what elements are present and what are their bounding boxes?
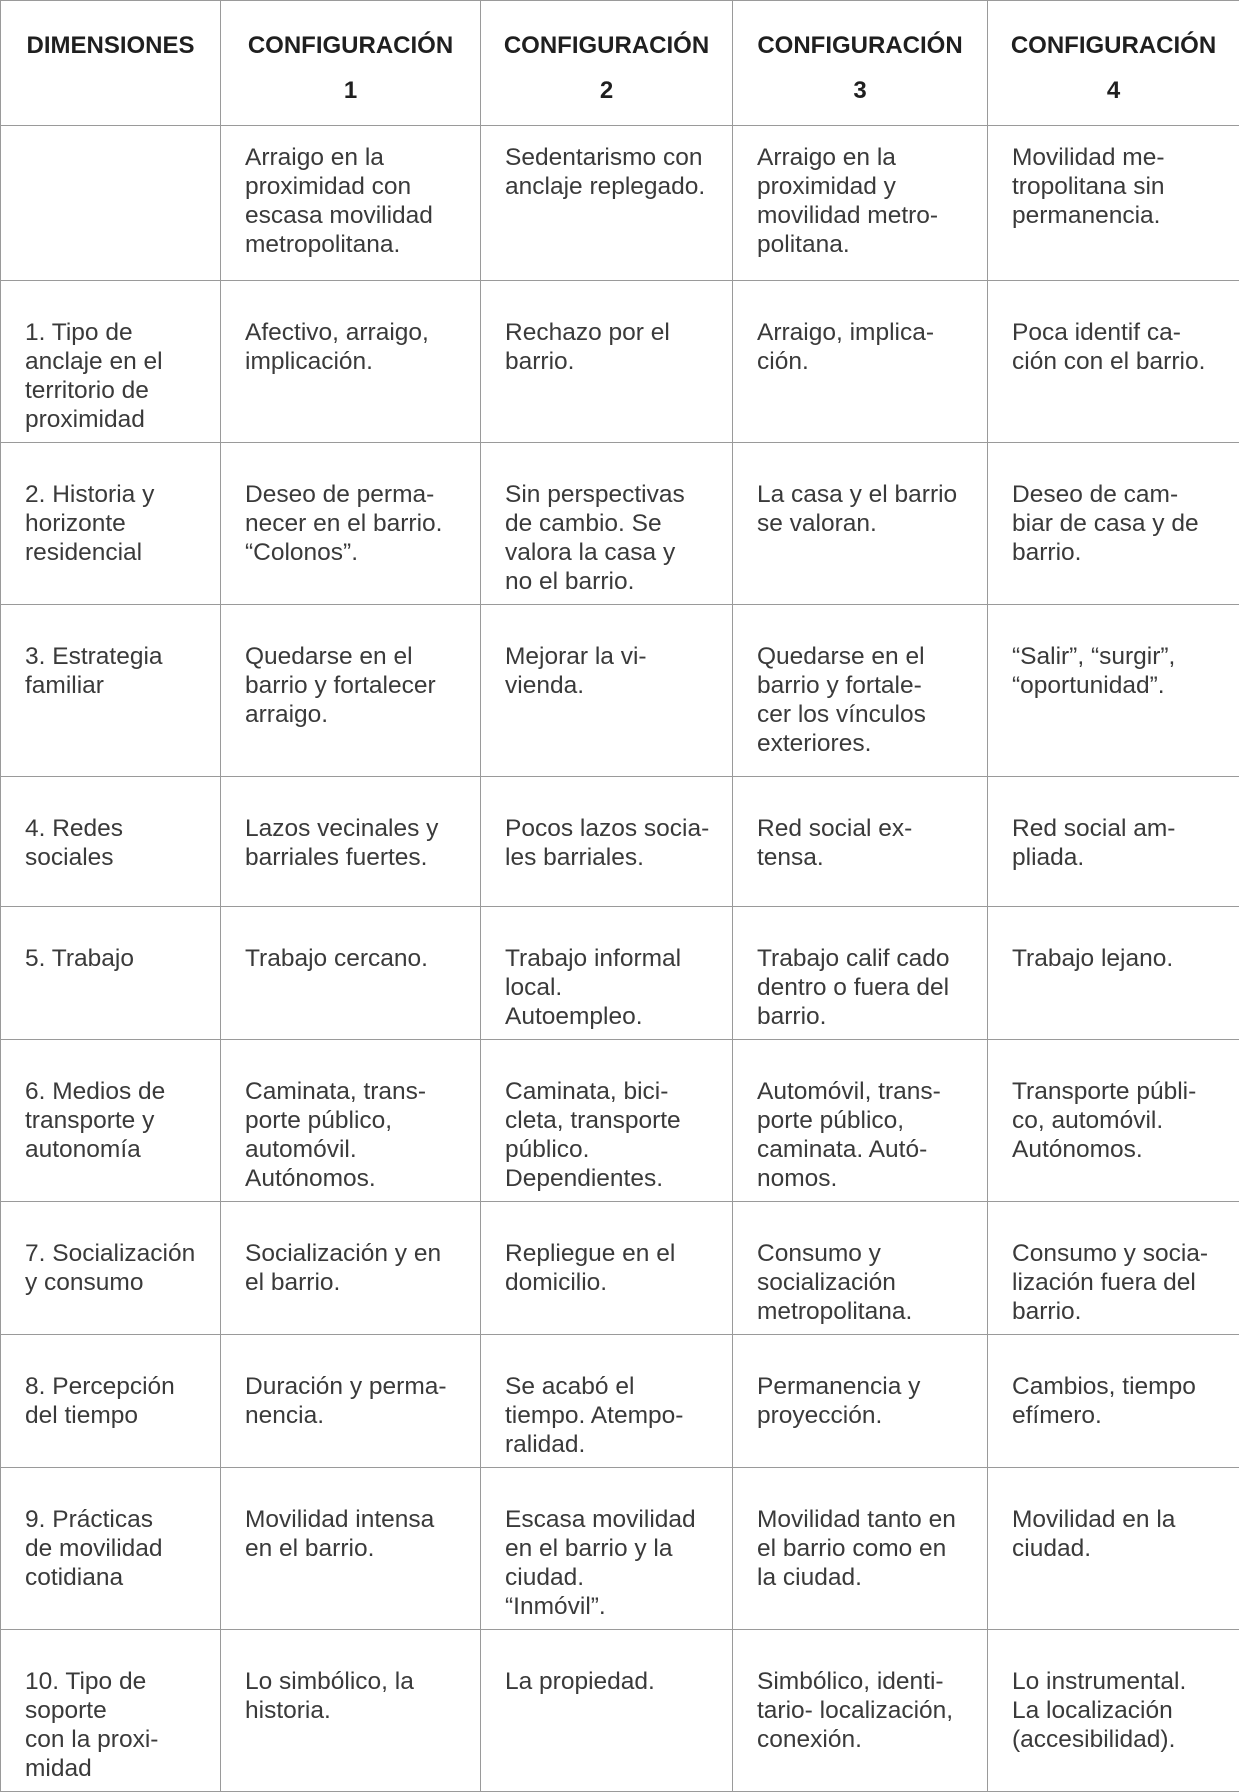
config-description: Arraigo en la proximidad y movilidad metro- politana. — [733, 126, 988, 281]
table-cell: Movilidad intensa en el barrio. — [221, 1468, 481, 1630]
table-row — [1, 443, 1239, 605]
table-cell: Arraigo, implica- ción. — [733, 281, 988, 443]
table-cell: Consumo y socia- lización fuera del barrio. — [988, 1202, 1239, 1335]
table-cell: Lazos vecinales y barriales fuertes. — [221, 777, 481, 907]
table-cell: Transporte públi- co, automóvil. Autónomos. — [988, 1040, 1239, 1202]
table-row — [1, 1040, 1239, 1202]
table-row — [1, 605, 1239, 777]
table-cell: Caminata, trans- porte público, automóvil. Autónomos. — [221, 1040, 481, 1202]
config-description: Movilidad me- tropolitana sin permanencia. — [988, 126, 1239, 281]
dimension-cell: 10. Tipo de soporte con la proxi- midad — [1, 1630, 221, 1792]
config-description: Sedentarismo con anclaje replegado. — [481, 126, 733, 281]
table-row — [1, 1630, 1239, 1792]
table-cell: Trabajo calif cado dentro o fuera del barrio. — [733, 907, 988, 1040]
config-description: Arraigo en la proximidad con escasa movilidad metropolitana. — [221, 126, 481, 281]
table-cell: Mejorar la vi- vienda. — [481, 605, 733, 777]
dimensions-label: DIMENSIONES — [26, 32, 194, 59]
table-cell: Movilidad tanto en el barrio como en la ciudad. — [733, 1468, 988, 1630]
dimension-cell: 7. Socialización y consumo — [1, 1202, 221, 1335]
table-cell: Trabajo informal local. Autoempleo. — [481, 907, 733, 1040]
table-cell: Simbólico, identi- tario- localización, conexión. — [733, 1630, 988, 1792]
header-row — [1, 1, 1239, 126]
dimension-cell: 4. Redes sociales — [1, 777, 221, 907]
config-label: CONFIGURACIÓN — [248, 32, 453, 59]
table-cell: Repliegue en el domicilio. — [481, 1202, 733, 1335]
table-row — [1, 777, 1239, 907]
config-number: 3 — [739, 68, 981, 113]
table-cell: Trabajo lejano. — [988, 907, 1239, 1040]
dimension-cell: 8. Percepción del tiempo — [1, 1335, 221, 1468]
table-cell: Afectivo, arraigo, implicación. — [221, 281, 481, 443]
table-cell: “Salir”, “surgir”, “oportunidad”. — [988, 605, 1239, 777]
table-cell: Cambios, tiempo efímero. — [988, 1335, 1239, 1468]
header-config-2 — [481, 1, 733, 126]
table-cell: Deseo de cam- biar de casa y de barrio. — [988, 443, 1239, 605]
table-cell: La propiedad. — [481, 1630, 733, 1792]
table-row — [1, 1202, 1239, 1335]
config-number: 2 — [487, 68, 726, 113]
table-cell: Red social am- pliada. — [988, 777, 1239, 907]
table-cell: Deseo de perma- necer en el barrio. “Colonos”. — [221, 443, 481, 605]
table-cell: Red social ex- tensa. — [733, 777, 988, 907]
dimension-cell: 1. Tipo de anclaje en el territorio de proximidad — [1, 281, 221, 443]
table-cell: Lo simbólico, la historia. — [221, 1630, 481, 1792]
table-cell: Sin perspectivas de cambio. Se valora la casa y no el barrio. — [481, 443, 733, 605]
table-cell: Quedarse en el barrio y fortale- cer los vínculos exteriores. — [733, 605, 988, 777]
header-config-4 — [988, 1, 1239, 126]
table-cell: Pocos lazos socia- les barriales. — [481, 777, 733, 907]
table-cell: Rechazo por el barrio. — [481, 281, 733, 443]
config-label: CONFIGURACIÓN — [1011, 32, 1216, 59]
table-cell: Permanencia y proyección. — [733, 1335, 988, 1468]
dimension-cell: 9. Prácticas de movilidad cotidiana — [1, 1468, 221, 1630]
table-cell: Duración y perma- nencia. — [221, 1335, 481, 1468]
table-cell: Socialización y en el barrio. — [221, 1202, 481, 1335]
table-cell: Movilidad en la ciudad. — [988, 1468, 1239, 1630]
header-dimensions — [1, 1, 221, 126]
table-cell: La casa y el barrio se valoran. — [733, 443, 988, 605]
header-config-1 — [221, 1, 481, 126]
table-cell: Consumo y socialización metropolitana. — [733, 1202, 988, 1335]
config-number: 4 — [994, 68, 1233, 113]
table-cell: Caminata, bici- cleta, transporte público. Dependientes. — [481, 1040, 733, 1202]
table-cell: Trabajo cercano. — [221, 907, 481, 1040]
table-row — [1, 1335, 1239, 1468]
dimension-cell: 5. Trabajo — [1, 907, 221, 1040]
dimension-cell: 3. Estrategia familiar — [1, 605, 221, 777]
config-number: 1 — [227, 68, 474, 113]
table-cell: Quedarse en el barrio y fortalecer arraigo. — [221, 605, 481, 777]
table-cell: Automóvil, trans- porte público, caminata. Autó- nomos. — [733, 1040, 988, 1202]
config-label: CONFIGURACIÓN — [757, 32, 962, 59]
description-empty-cell — [1, 126, 221, 281]
table-cell: Se acabó el tiempo. Atempo- ralidad. — [481, 1335, 733, 1468]
header-config-3 — [733, 1, 988, 126]
table-cell: Lo instrumental. La localización (accesibilidad). — [988, 1630, 1239, 1792]
table-row — [1, 1468, 1239, 1630]
dimension-cell: 2. Historia y horizonte residencial — [1, 443, 221, 605]
table-row — [1, 281, 1239, 443]
config-label: CONFIGURACIÓN — [504, 32, 709, 59]
table-cell: Escasa movilidad en el barrio y la ciudad. “Inmóvil”. — [481, 1468, 733, 1630]
description-row — [1, 126, 1239, 281]
table-row — [1, 907, 1239, 1040]
table-cell: Poca identif ca- ción con el barrio. — [988, 281, 1239, 443]
dimension-cell: 6. Medios de transporte y autonomía — [1, 1040, 221, 1202]
